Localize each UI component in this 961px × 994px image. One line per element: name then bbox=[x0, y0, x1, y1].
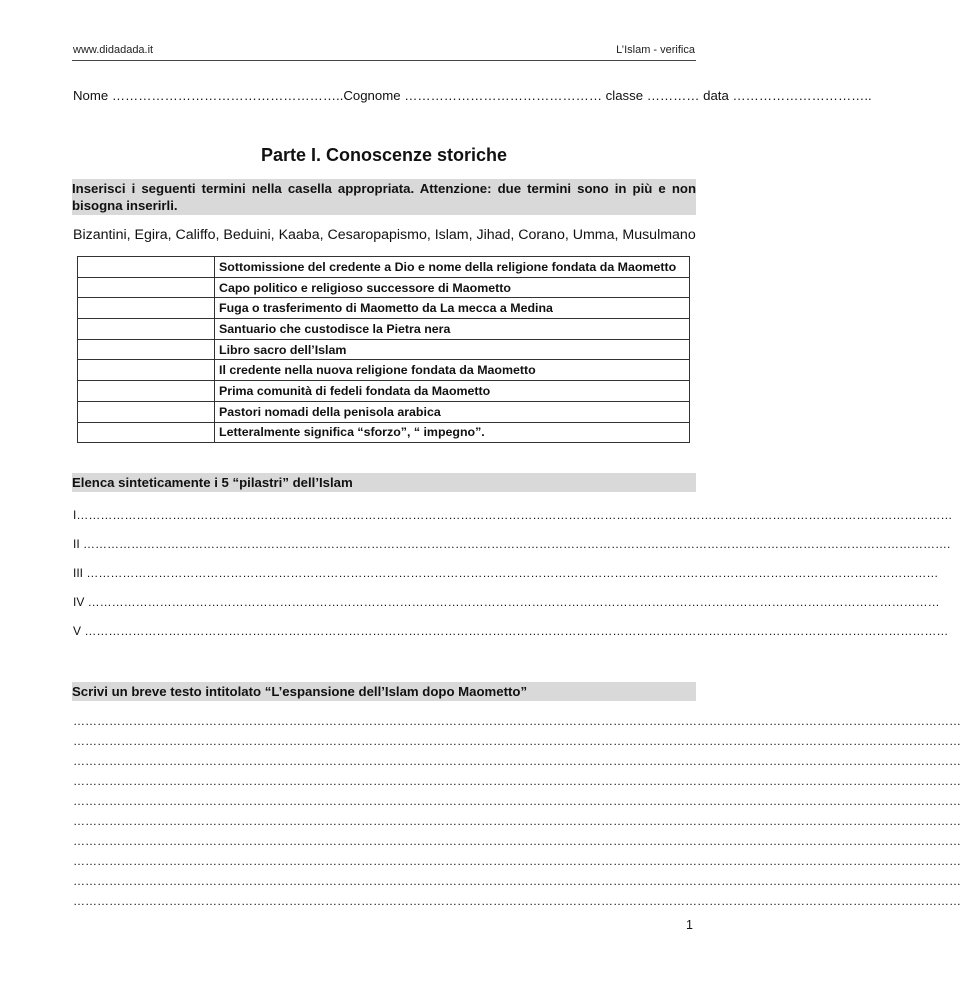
answer-cell[interactable] bbox=[78, 319, 215, 340]
writing-line[interactable]: …………………………………………………………………………………………………………………………………………………………………………………………………… bbox=[73, 834, 961, 848]
exercise1-terms: Bizantini, Egira, Califfo, Beduini, Kaaba, Cesaropapismo, Islam, Jihad, Corano, Umma, Musulmano bbox=[73, 227, 696, 243]
writing-line[interactable]: …………………………………………………………………………………………………………………………………………………………………………………………………… bbox=[73, 774, 961, 788]
header-divider bbox=[72, 60, 696, 61]
writing-line[interactable]: …………………………………………………………………………………………………………………………………………………………………………………………………… bbox=[73, 794, 961, 808]
exercise2-instruction: Elenca sinteticamente i 5 “pilastri” dell’Islam bbox=[72, 473, 696, 492]
answer-cell[interactable] bbox=[78, 257, 215, 278]
part-title: Parte I. Conoscenze storiche bbox=[260, 145, 508, 165]
definition-cell: Sottomissione del credente a Dio e nome della religione fondata da Maometto bbox=[215, 257, 690, 278]
table-row bbox=[78, 319, 690, 340]
pillar-line-5[interactable]: V ……………………………………………………………………………………………………………………………………………………………………………………………… bbox=[73, 624, 949, 638]
pillar-line-1[interactable]: I………………………………………………………………………………………………………………………………………………………………………………………………… bbox=[73, 508, 953, 522]
pillar-line-2[interactable]: II ………………………………………………………………………………………………………………………………………………………………………………………………. bbox=[73, 537, 951, 551]
writing-line[interactable]: …………………………………………………………………………………………………………………………………………………………………………………………………… bbox=[73, 854, 961, 868]
answer-cell[interactable] bbox=[78, 360, 215, 381]
table-row bbox=[78, 422, 690, 443]
table-row bbox=[78, 401, 690, 422]
answer-cell[interactable] bbox=[78, 339, 215, 360]
definition-cell: Fuga o trasferimento di Maometto da La mecca a Medina bbox=[215, 298, 690, 319]
exercise1-instruction: Inserisci i seguenti termini nella casella appropriata. Attenzione: due termini sono in più e non bisogna inserirli. bbox=[72, 181, 696, 213]
table-row bbox=[78, 339, 690, 360]
definition-cell: Libro sacro dell’Islam bbox=[215, 339, 690, 360]
definition-cell: Pastori nomadi della penisola arabica bbox=[215, 401, 690, 422]
table-row bbox=[78, 298, 690, 319]
answer-cell[interactable] bbox=[78, 277, 215, 298]
table-row bbox=[78, 257, 690, 278]
table-row bbox=[78, 277, 690, 298]
pillar-line-3[interactable]: III …………………………………………………………………………………………………………………………………………………………………………………………… bbox=[73, 566, 939, 580]
header-site: www.didadada.it bbox=[73, 44, 154, 56]
definition-cell: Prima comunità di fedeli fondata da Maometto bbox=[215, 381, 690, 402]
pillar-line-4[interactable]: IV …………………………………………………………………………………………………………………………………………………………………………………………… bbox=[73, 595, 940, 609]
writing-line[interactable]: …………………………………………………………………………………………………………………………………………………………………………………………………… bbox=[73, 734, 961, 748]
writing-line[interactable]: …………………………………………………………………………………………………………………………………………………………………………………………………… bbox=[73, 814, 961, 828]
exercise3-instruction: Scrivi un breve testo intitolato “L’espansione dell’Islam dopo Maometto” bbox=[72, 682, 696, 701]
page-number: 1 bbox=[686, 918, 693, 932]
answer-cell[interactable] bbox=[78, 298, 215, 319]
writing-line[interactable]: …………………………………………………………………………………………………………………………………………………………………………………………………… bbox=[73, 754, 961, 768]
answer-cell[interactable] bbox=[78, 401, 215, 422]
writing-line[interactable]: …………………………………………………………………………………………………………………………………………………………………………………………………… bbox=[73, 894, 961, 908]
writing-line[interactable]: …………………………………………………………………………………………………………………………………………………………………………………………………… bbox=[73, 874, 961, 888]
header-doc-title: L’Islam - verifica bbox=[616, 44, 695, 56]
matching-table bbox=[77, 256, 690, 443]
definition-cell: Letteralmente significa “sforzo”, “ impegno”. bbox=[215, 422, 690, 443]
definition-cell: Il credente nella nuova religione fondata da Maometto bbox=[215, 360, 690, 381]
table-row bbox=[78, 381, 690, 402]
writing-line[interactable]: …………………………………………………………………………………………………………………………………………………………………………………………………… bbox=[73, 714, 961, 728]
student-info-line: Nome ……………………………………………..Cognome ……………………………………… classe ………… data ………………………….. bbox=[73, 88, 872, 103]
definition-cell: Capo politico e religioso successore di Maometto bbox=[215, 277, 690, 298]
answer-cell[interactable] bbox=[78, 422, 215, 443]
table-row bbox=[78, 360, 690, 381]
answer-cell[interactable] bbox=[78, 381, 215, 402]
definition-cell: Santuario che custodisce la Pietra nera bbox=[215, 319, 690, 340]
